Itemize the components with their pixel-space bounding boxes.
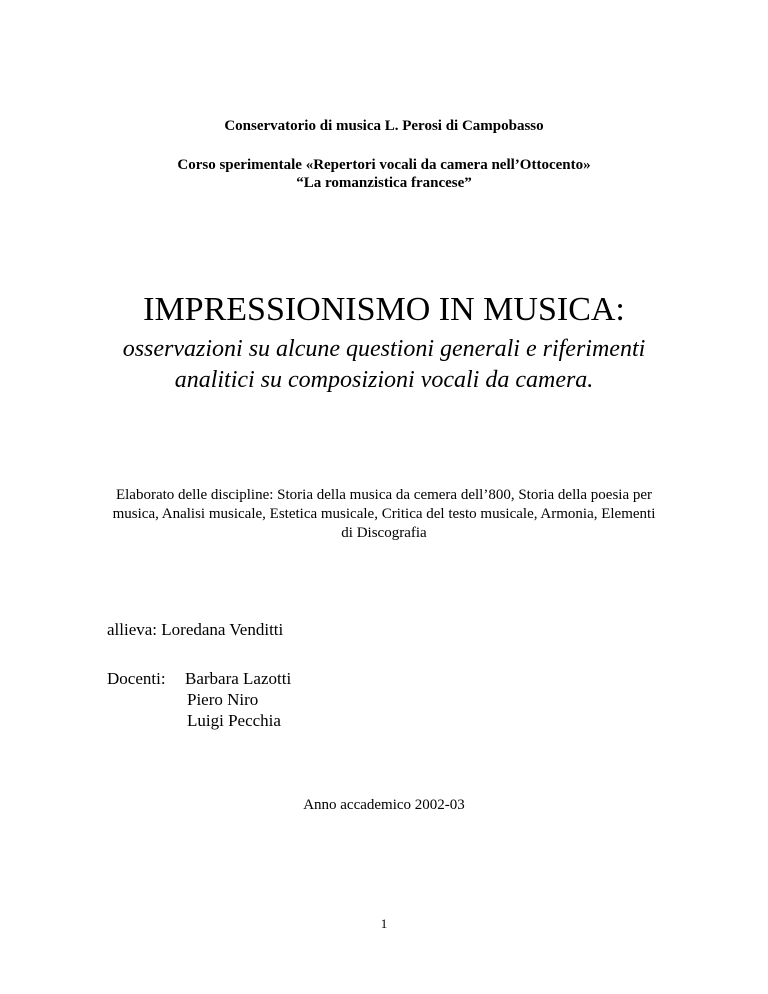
teacher-name: Piero Niro xyxy=(187,690,259,709)
teachers-label: Docenti: xyxy=(107,669,166,688)
teacher-name: Luigi Pecchia xyxy=(187,711,281,730)
student-label: allieva: xyxy=(107,620,158,639)
course-info xyxy=(0,156,768,192)
course-subtitle: “La romanzistica francese” xyxy=(296,175,472,191)
disciplines-text: Elaborato delle discipline: Storia della musica da cemera dell’800, Storia della poesia per musica, Analisi musicale, Estetica musicale, Critica del testo musicale, Armonia, Elementi di Discografia xyxy=(112,487,656,541)
student-line xyxy=(107,620,283,640)
teacher-name: Barbara Lazotti xyxy=(185,669,292,688)
institution-name: Conservatorio di musica L. Perosi di Campobasso xyxy=(224,118,544,134)
document-subtitle: osservazioni su alcune questioni generali e riferimenti analitici su composizioni vocali da camera. xyxy=(122,336,646,393)
page-number: 1 xyxy=(380,916,388,931)
teachers-block xyxy=(107,668,291,731)
student-name: Loredana Venditti xyxy=(161,620,284,639)
document-title: IMPRESSIONISMO IN MUSICA: xyxy=(143,291,625,328)
academic-year: Anno accademico 2002-03 xyxy=(303,797,465,813)
course-name: Corso sperimentale «Repertori vocali da camera nell’Ottocento» xyxy=(177,157,591,173)
